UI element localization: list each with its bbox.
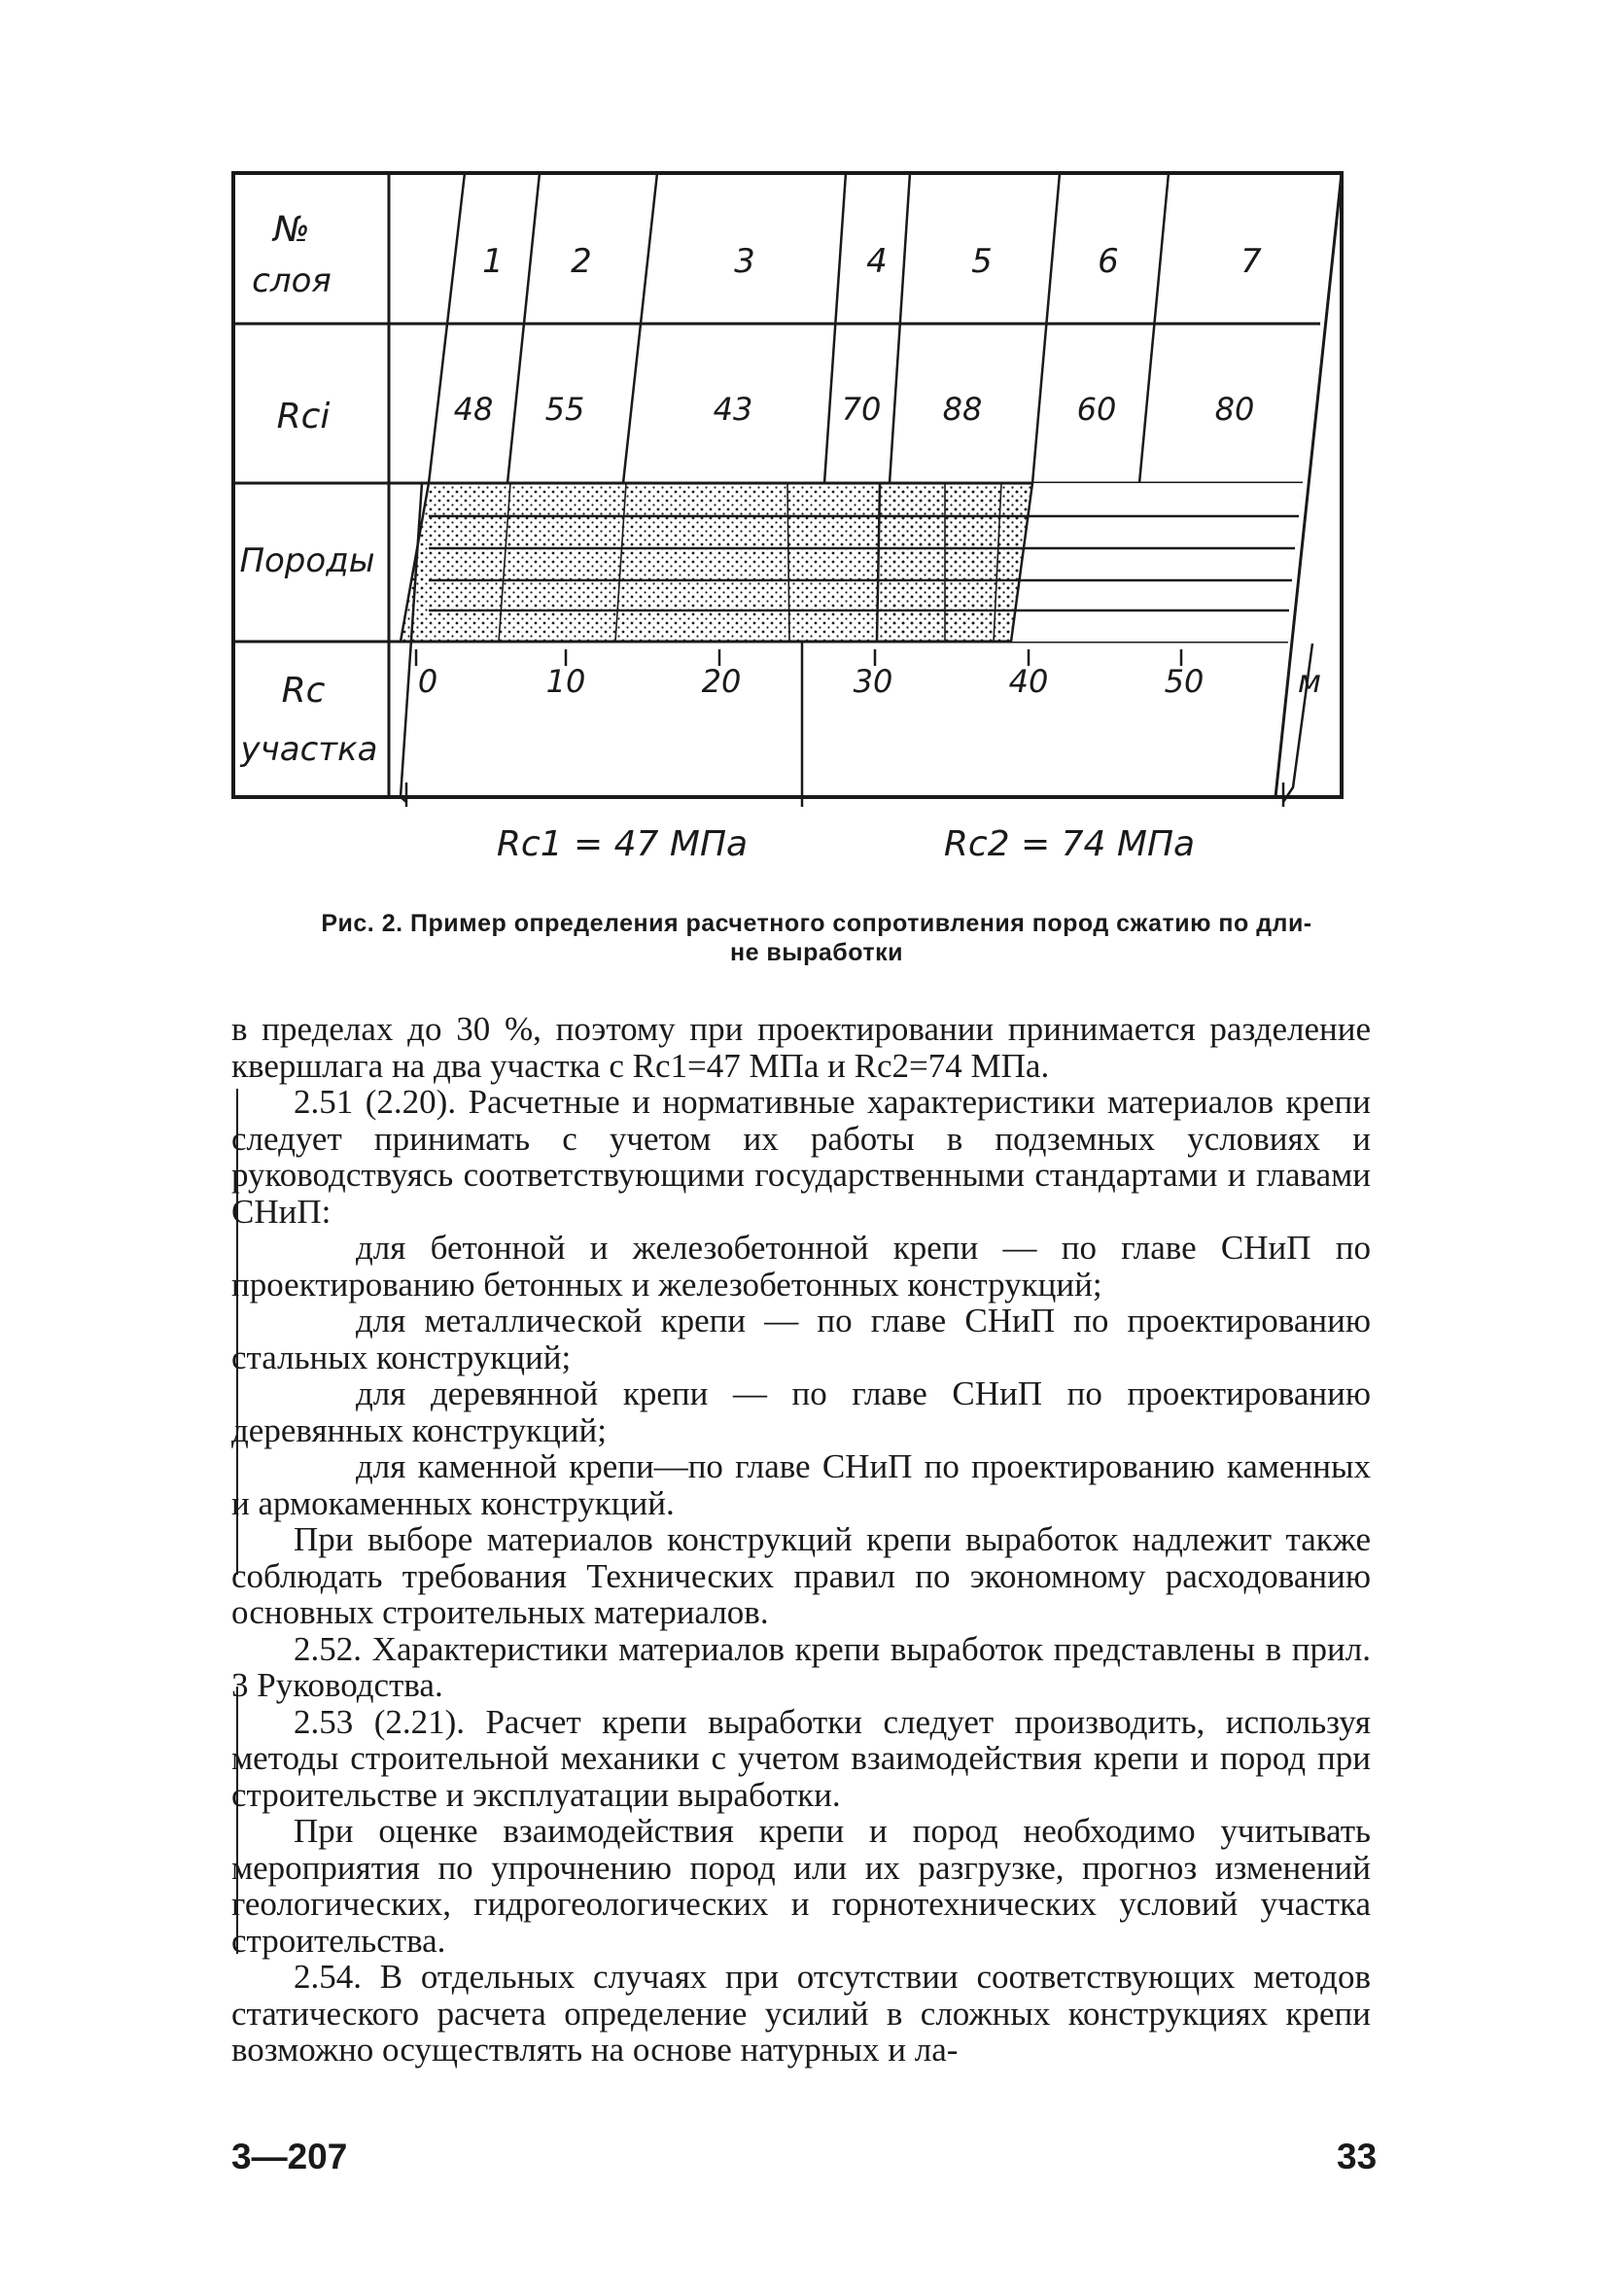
rc-value: 80 (1214, 391, 1255, 428)
row-label-layer-no-1: № (273, 210, 310, 250)
paragraph: в пределах до 30 %, поэтому при проектировании принимается разделение квершлага на два участка с Rc1=47 МПа и Rc2=74 МПа. (231, 1010, 1371, 1085)
paragraph: для каменной крепи—по главе СНиП по проектированию каменных и армокаменных конструкций. (231, 1447, 1371, 1522)
page-number: 33 (1337, 2137, 1378, 2176)
layer-number: 4 (866, 242, 888, 281)
section-1-label: Rc1 = 47 МПа (496, 824, 749, 864)
figure-caption (243, 909, 1390, 967)
row-label-rci: Rci (276, 397, 331, 436)
paragraph: для бетонной и железобетонной крепи — по главе СНиП по проектированию бетонных и железобетонных конструкций; (231, 1229, 1371, 1304)
rc-value: 70 (841, 391, 882, 428)
paragraph: 2.51 (2.20). Расчетные и нормативные характеристики материалов крепи следует принимать с учетом их работы в подземных условиях и руководствуясь соответствующими государственными стандартами и главами СНиП: (231, 1083, 1371, 1231)
paragraph: 2.54. В отдельных случаях при отсутствии соответствующих методов статического расчета определение усилий в сложных конструкциях крепи возможно осуществлять на основе натурных и ла- (231, 1958, 1371, 2069)
caption-line: Рис. 2. Пример определения расчетного сопротивления пород сжатию по дли- (321, 910, 1312, 937)
rc-value: 60 (1076, 391, 1117, 428)
rc-value: 43 (713, 391, 753, 428)
row-label-layer-no-2: слоя (252, 261, 332, 300)
scale-tick-label: 50 (1164, 663, 1205, 700)
layer-number: 7 (1240, 242, 1262, 281)
paragraph: для металлической крепи — по главе СНиП по проектированию стальных конструкций; (231, 1302, 1371, 1376)
caption-line: не выработки (729, 939, 904, 966)
body-text (231, 1011, 1371, 2069)
layer-number: 5 (971, 242, 993, 281)
page-signature: 3—207 (231, 2137, 348, 2176)
layer-number: 3 (734, 242, 755, 281)
row-label-rc-section-1: Rc (281, 671, 326, 711)
paragraph: 2.52. Характеристики материалов крепи выработок представлены в прил. 3 Руководства. (231, 1629, 1371, 1704)
scale-tick-label: 20 (701, 663, 742, 700)
paragraph: При оценке взаимодействия крепи и пород необходимо учитывать мероприятия по упрочнению пород или их разгрузке, прогноз изменений геологических, гидрогеологических и горнотехнических условий участка строительства. (231, 1812, 1371, 1960)
scale-tick-label: 0 (417, 663, 438, 700)
rc-value: 48 (453, 391, 494, 428)
section-2-label: Rc2 = 74 МПа (943, 824, 1196, 864)
layer-number: 2 (571, 242, 592, 281)
layer-number: 6 (1098, 242, 1119, 281)
layer-number: 1 (482, 242, 504, 281)
paragraph: При выборе материалов конструкций крепи выработок надлежит также соблюдать требования Технических правил по экономному расходованию основных строительных материалов. (231, 1520, 1371, 1631)
row-label-rocks: Породы (239, 541, 375, 580)
paragraph: для деревянной крепи — по главе СНиП по проектированию деревянных конструкций; (231, 1374, 1371, 1449)
scale-tick-label: 10 (545, 663, 586, 700)
row-label-rc-section-2: участка (240, 730, 378, 769)
scale-tick-label: 30 (853, 663, 893, 700)
scale-tick-label: 40 (1008, 663, 1049, 700)
rock-strength-diagram (0, 0, 1607, 894)
rc-value: 88 (942, 391, 983, 428)
scale-unit-label: м (1297, 663, 1322, 700)
rc-value: 55 (544, 391, 585, 428)
paragraph: 2.53 (2.21). Расчет крепи выработки следует производить, используя методы строительной механики с учетом взаимодействия крепи и пород при строительстве и эксплуатации выработки. (231, 1702, 1371, 1814)
